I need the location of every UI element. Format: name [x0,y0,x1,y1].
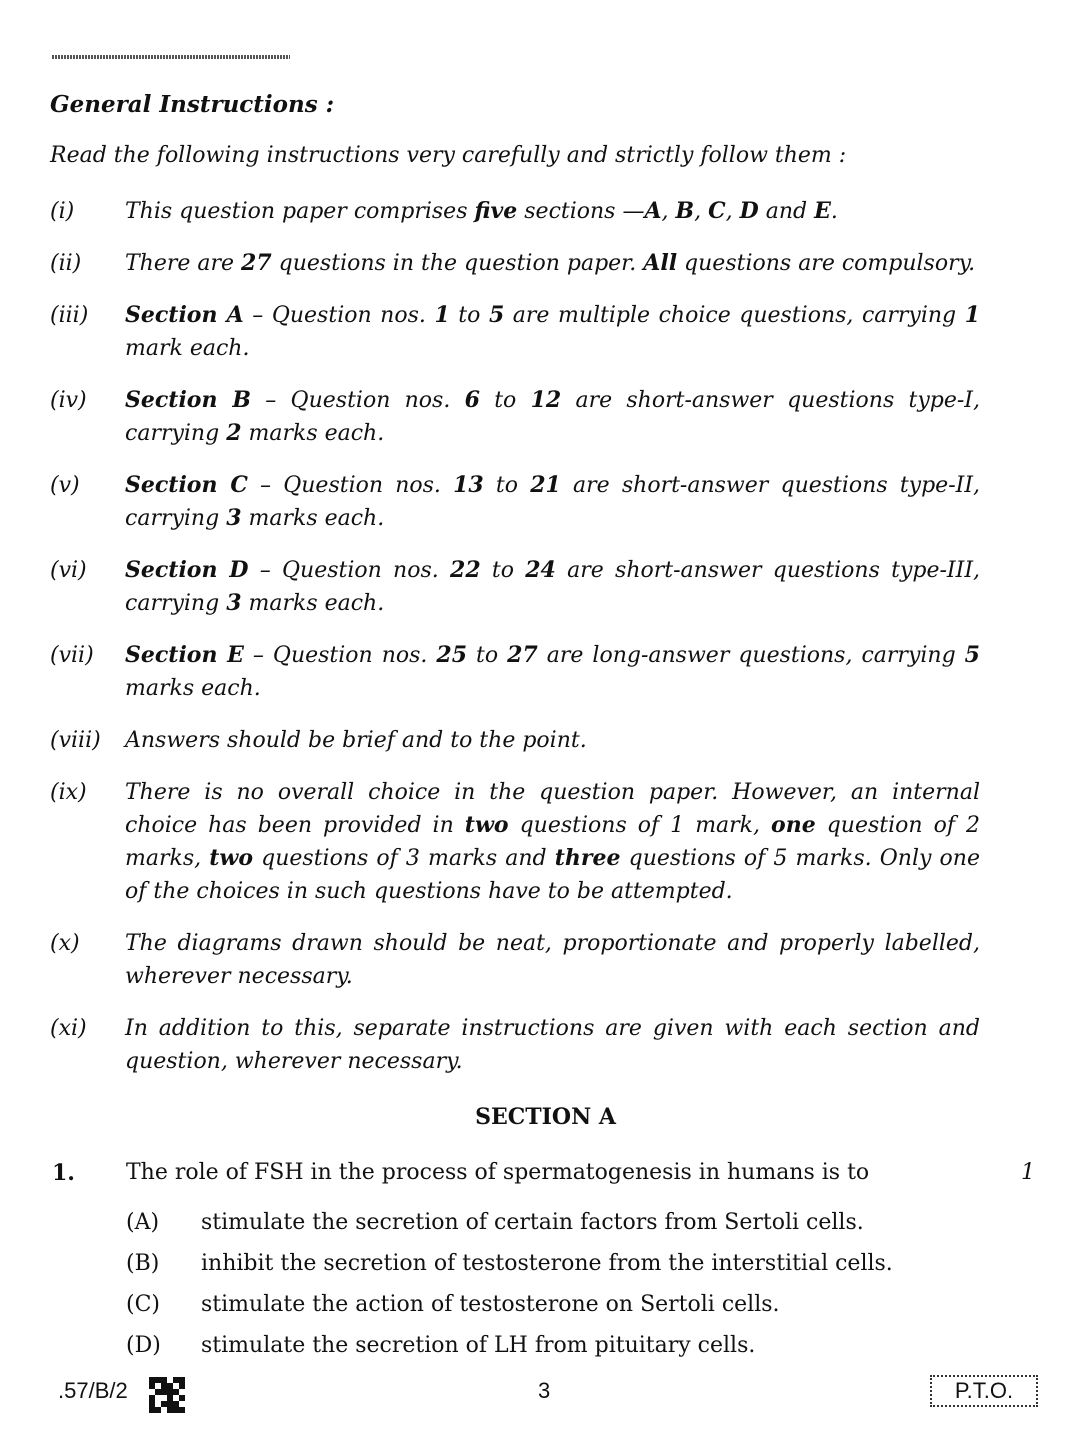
instruction-fragment: questions of 5 marks. Only one of the choices in such questions have to be attempted. [125,846,980,904]
instruction-fragment: are short-answer questions type-II, carrying [125,473,980,531]
instruction-emphasis: E [814,198,831,224]
instruction-fragment: questions of 1 mark, [508,813,772,838]
instruction-fragment: are long-answer questions, carrying [537,643,965,668]
instruction-text [125,927,980,993]
instruction-emphasis: one [771,812,816,838]
instruction-fragment: are multiple choice questions, carrying [504,303,965,328]
instruction-fragment: to [467,643,508,668]
instruction-emphasis: two [209,845,254,871]
instruction-emphasis: 21 [530,472,561,498]
instruction-item [50,776,980,908]
instruction-item [50,554,980,620]
instruction-emphasis: 12 [530,387,562,413]
instruction-fragment: Answers should be brief and to the point. [125,728,587,753]
question-number: 1. [52,1160,75,1186]
instruction-emphasis: 27 [507,642,538,668]
instruction-fragment: questions in the question paper. [271,251,644,276]
instruction-item [50,1012,980,1078]
instruction-fragment: marks each. [241,506,385,531]
option-text: stimulate the secretion of LH from pituitary cells. [201,1333,756,1358]
instruction-fragment: questions of 3 marks and [253,846,555,871]
section-title: SECTION A [475,1104,616,1130]
instruction-fragment: to [483,473,531,498]
instruction-fragment: – Question nos. [243,303,435,328]
instruction-item [50,469,980,535]
answer-option [126,1325,893,1366]
page-number: 3 [538,1378,551,1403]
instruction-fragment: – Question nos. [243,643,437,668]
instruction-fragment: , [725,199,740,224]
instruction-number: (v) [50,473,80,498]
instruction-text [125,299,980,365]
instruction-item [50,247,980,280]
instruction-number: (ix) [50,780,87,805]
instruction-fragment: marks each. [241,421,385,446]
instruction-emphasis: B [675,198,695,224]
instructions-list [50,195,980,1097]
instruction-emphasis: Section E [125,642,244,668]
instruction-emphasis: Section C [125,472,248,498]
instruction-number: (i) [50,199,75,224]
instruction-number: (viii) [50,728,101,753]
instruction-fragment: , [661,199,676,224]
option-label: (A) [126,1210,160,1235]
instruction-emphasis: 5 [964,642,980,668]
instruction-fragment: marks each. [125,676,261,701]
security-microline [52,55,290,59]
instruction-emphasis: 6 [464,387,480,413]
instruction-fragment: to [449,303,489,328]
instruction-fragment: There is no overall choice in the question paper. However, an internal choice has been provided in [125,780,980,838]
instruction-number: (ii) [50,251,82,276]
instruction-fragment: to [480,558,526,583]
instruction-text [125,1012,980,1078]
options-list [126,1202,893,1366]
instruction-fragment: – Question nos. [251,388,465,413]
instruction-number: (xi) [50,1016,87,1041]
instruction-text [125,247,980,280]
instruction-emphasis: Section B [125,387,252,413]
pto-label: P.T.O. [930,1375,1038,1407]
instruction-emphasis: All [643,250,678,276]
instruction-item [50,384,980,450]
question-marks: 1 [1021,1160,1035,1185]
instruction-emphasis: 2 [226,420,242,446]
instruction-number: (vi) [50,558,87,583]
instruction-item [50,724,980,757]
instruction-fragment: to [479,388,531,413]
instruction-emphasis: 5 [488,302,505,328]
instruction-fragment: are short-answer questions type-III, carrying [125,558,981,616]
option-label: (B) [126,1251,160,1276]
question-text: The role of FSH in the process of spermatogenesis in humans is to [126,1160,870,1185]
instruction-emphasis: 1 [964,302,980,328]
instruction-text [125,776,980,908]
instruction-emphasis: two [464,812,509,838]
instruction-number: (x) [50,931,80,956]
instruction-number: (iii) [50,303,89,328]
instruction-fragment: question of 2 marks, [125,813,981,871]
instruction-emphasis: 13 [453,472,484,498]
instruction-emphasis: 22 [450,557,481,583]
option-text: stimulate the action of testosterone on Sertoli cells. [201,1292,780,1317]
answer-option [126,1202,893,1243]
answer-option [126,1243,893,1284]
instruction-fragment: – Question nos. [247,473,454,498]
instruction-emphasis: D [739,198,759,224]
instruction-emphasis: five [474,198,518,224]
instruction-emphasis: C [708,198,726,224]
instruction-number: (iv) [50,388,87,413]
instruction-emphasis: 3 [226,505,242,531]
instruction-fragment: , [694,199,709,224]
instruction-emphasis: 25 [436,642,468,668]
instruction-fragment: The diagrams drawn should be neat, proportionate and properly labelled, wherever necessary. [125,931,980,989]
instruction-emphasis: A [644,198,662,224]
intro-text: Read the following instructions very carefully and strictly follow them : [50,143,847,168]
instruction-fragment: In addition to this, separate instructions are given with each section and question, wherever necessary. [125,1016,980,1074]
instruction-item [50,639,980,705]
option-label: (C) [126,1292,160,1317]
instruction-fragment: marks each. [241,591,385,616]
instruction-fragment: sections — [517,199,645,224]
instruction-emphasis: 1 [434,302,450,328]
instruction-item [50,299,980,365]
instruction-item [50,927,980,993]
option-text: stimulate the secretion of certain factors from Sertoli cells. [201,1210,864,1235]
instruction-text [125,195,980,228]
instruction-number: (vii) [50,643,94,668]
instruction-fragment: questions are compulsory. [677,251,976,276]
instruction-text [125,469,980,535]
qr-code-icon [149,1377,185,1413]
instruction-fragment: and [758,199,815,224]
instruction-emphasis: Section D [125,557,249,583]
instruction-text [125,639,980,705]
instruction-fragment: . [830,199,838,224]
instruction-text [125,724,980,757]
paper-code: .57/B/2 [58,1378,128,1403]
answer-option [126,1284,893,1325]
instruction-fragment: are short-answer questions type-I, carrying [125,388,980,446]
instruction-emphasis: 27 [241,250,272,276]
instruction-emphasis: 24 [525,557,556,583]
page-heading: General Instructions : [50,91,335,118]
instruction-text [125,554,980,620]
instruction-emphasis: Section A [125,302,244,328]
instruction-emphasis: 3 [226,590,242,616]
instruction-fragment: mark each. [125,336,250,361]
instruction-text [125,384,980,450]
instruction-fragment: This question paper comprises [125,199,475,224]
instruction-emphasis: three [554,845,621,871]
option-label: (D) [126,1333,161,1358]
option-text: inhibit the secretion of testosterone from the interstitial cells. [201,1251,893,1276]
instruction-fragment: – Question nos. [248,558,451,583]
instruction-fragment: There are [125,251,242,276]
instruction-item [50,195,980,228]
